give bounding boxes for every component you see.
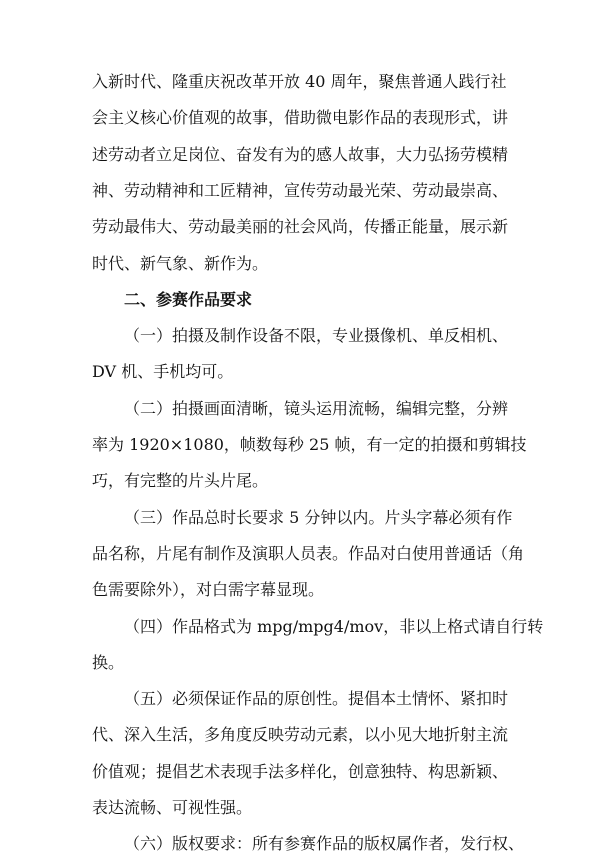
body-text-line: （五）必须保证作品的原创性。提倡本土情怀、紧扣时 <box>124 689 509 709</box>
body-text-line: （三）作品总时长要求 5 分钟以内。片头字幕必须有作 <box>124 507 513 527</box>
body-text-line: 神、劳动精神和工匠精神，宣传劳动最光荣、劳动最崇高、 <box>92 180 509 200</box>
body-text-line: 换。 <box>92 652 125 672</box>
body-text-line: 入新时代、隆重庆祝改革开放 40 周年，聚焦普通人践行社 <box>92 72 507 91</box>
body-text-line: 劳动最伟大、劳动最美丽的社会风尚，传播正能量，展示新 <box>92 217 509 237</box>
body-text-line: （六）版权要求：所有参赛作品的版权属作者，发行权、 <box>124 834 525 854</box>
body-text-line: 率为 1920×1080，帧数每秒 25 帧，有一定的拍摄和剪辑技 <box>92 435 527 454</box>
body-text-line: DV 机、手机均可。 <box>92 362 234 382</box>
body-text-line: 价值观；提倡艺术表现手法多样化，创意独特、构思新颖、 <box>92 761 509 781</box>
body-text-line: 品名称，片尾有制作及演职人员表。作品对白使用普通话（角 <box>92 543 525 563</box>
body-text-line: （四）作品格式为 mpg/mpg4/mov，非以上格式请自行转 <box>124 616 544 636</box>
body-text-line: 色需要除外），对白需字幕显现。 <box>92 580 325 600</box>
body-text-line: 述劳动者立足岗位、奋发有为的感人故事，大力弘扬劳模精 <box>92 144 509 164</box>
body-text-line: （一）拍摄及制作设备不限，专业摄像机、单反相机、 <box>124 326 509 346</box>
body-text-line: 时代、新气象、新作为。 <box>92 253 269 273</box>
body-text-line: 会主义核心价值观的故事，借助微电影作品的表现形式，讲 <box>92 108 509 128</box>
body-text-line: 代、深入生活，多角度反映劳动元素，以小见大地折射主流 <box>92 725 509 745</box>
body-text-line: 表达流畅、可视性强。 <box>92 798 253 817</box>
body-text-line: （二）拍摄画面清晰，镜头运用流畅，编辑完整，分辨 <box>124 398 509 418</box>
body-text-line: 巧，有完整的片头片尾。 <box>92 471 269 491</box>
section-heading: 二、参赛作品要求 <box>124 289 253 309</box>
